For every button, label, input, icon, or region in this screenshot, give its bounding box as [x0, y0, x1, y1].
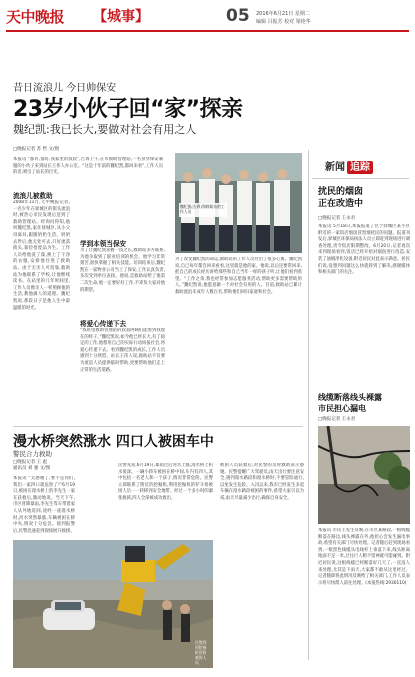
flood-byline: □晚报记者 王 彪 通讯员 刘 强 文/图 [13, 460, 51, 471]
flood-photo [13, 540, 213, 668]
lead-subtitle-3: 将爱心传递下去 [80, 320, 127, 328]
news-tracking-tag [325, 158, 373, 173]
lead-column-2: 为了让魏纪凯掌握一技之长,救助站多方联系,为他争取到了职业培训的机会。他学习非常刻苦,很快掌握了相关技能。培训结束后,魏纪凯在一家物业公司当上了保安,工作认真负责,多次受到单位表扬。他说,是救助站给了他第二次生命,他一定要好好工作,不辜负大家对他的期望。 [80, 248, 165, 293]
sidebar-story-2-title: 线缆断落线头裸露 市民担心漏电 [318, 393, 382, 413]
sidebar-story-1-body: 本报讯 5月18日,本报报道了位于驿城区某小区附近的一家饭店烟囱冒黑烟扰民的问题。报道刊发后,驿城区环保局执法人员立即赶到现场进行调查处理,责令饭店限期整改。6月20日,记者再次来到现场看到,饭店已经开始对烟囱进行改造,安装了油烟净化设备,附近居民对此表示满意。居民们说,没想到问题这么快就得到了解决,感谢媒体和相关部门的关注。 [318, 224, 410, 276]
flood-column-2: 民警先说,6月19日,暴雨过后河水上涨,漫水桥上积水很深。一辆小轿车被困在桥中间,车内有四人,其中包括一名老人和一个孩子,情况非常危险。民警立即联系了附近的挖掘机,利用挖掘机的铲斗将被困人员一一转移到安全地带。经过一个多小时的紧张救援,四人全部被成功救出。 [118, 463, 213, 501]
flood-subhead: 警民合力救助 [13, 450, 52, 458]
lead-column-1: 2008年11月,天中晚报记者,一名少年在驿城区的街头流浪时,被热心市民发现后送到了救助管理站。经询问得知,他叫魏纪凯,家住驿城区,从小父母离异,跟随奶奶生活。奶奶去世后,他无处可去,只好流落街头,靠捡拾废品为生。工作人员给他洗了澡,换上了干净的衣服,安排他住进了救助站。由于无亲人可投靠,救助站为他联系了学校,让他继续读书。在站里的几年时间里,工作人员像亲人一样照顾他的生活,教他做人的道理。魏纪凯说,那段日子是他人生中最温暖的时光。 [13, 200, 70, 311]
flood-photo-caption: 民警利用挖掘机营救被困人员 [195, 640, 207, 665]
section-name: 【城事】 [93, 9, 149, 25]
flood-column-1: 本报讯 “太感谢了,要不是你们,我们一家四口就危险了!”6月19日,被困在漫水桥上的李先生一家在获救后,激动地说。当天下午,市区普降暴雨,李先生驾车带着家人从外地返回,途经一座漫水桥时,河水突然暴涨,车辆被困在桥中央,情况十分危急。接到报警后,民警迅速赶到现场展开救援。 [13, 476, 75, 534]
lead-photo-caption: 魏纪凯(右四)和救助站的工作人员 [180, 204, 225, 214]
sidebar-rule [312, 178, 409, 179]
tag-accent: 追踪 [347, 161, 373, 174]
editor-credit: 编辑 吕振芳 校对 梁艳华 [256, 19, 311, 25]
lead-headline: 23岁小伙子回“家”探亲 [13, 97, 243, 122]
header-rule [6, 30, 409, 32]
sidebar-story-1-byline: □晚报记者 王永君 [318, 216, 356, 221]
flood-headline: 漫水桥突然涨水 四口人被困车中 [13, 434, 214, 450]
tag-text: 新闻 [325, 162, 345, 173]
newspaper-logo: 天中晚报 [6, 8, 65, 26]
issue-date: 2016年6月21日 星期二 [256, 11, 310, 17]
lead-subhead: 魏纪凯:我已长大,要做对社会有用之人 [13, 123, 197, 136]
lead-byline: □晚报记者 苏 哲 文/图 [13, 147, 60, 152]
column-divider [308, 150, 309, 660]
lead-subtitle-2: 学到本领当保安 [80, 240, 127, 248]
lead-subtitle-1: 流浪儿被救助 [13, 192, 53, 200]
section-rule [13, 426, 303, 427]
lead-column-3: “我希望救助管理站的叔叔阿姨们能看到我现在的样子。”魏纪凯说,如今他已经长大,有了稳定的工作,他想用自己的实际行动回报社会,将爱心传递下去。看到魏纪凯的成长,工作人员感到十分欣慰。站长王伟人说,救助站不仅要为流浪人员提供临时帮助,更要帮助他们走上正常的生活道路。 [80, 328, 165, 373]
sidebar-story-1-title: 扰民的烟囱 正在改造中 [318, 187, 364, 209]
lead-kicker: 昔日流浪儿 今日帅保安 [13, 83, 117, 94]
sidebar-story-2-byline: □晚报记者 王永君 [318, 417, 356, 422]
lead-column-4: 为了改变魏纪凯的命运,救助站的工作人员付出了很多心血。魏纪凯说,自己每年都会回来看看,这里就是他的家。他说,以后还要常回来,把自己的成长经历讲给那些和自己当年一样的孩子听,让他们看到希望。“工作之余,我也经常参加志愿服务活动,帮助更多需要帮助的人。”魏纪凯说,他愿意做一个对社会有用的人。目前,救助站已累计救助流浪未成年人数百名,帮助他们回归家庭和社会。 [175, 257, 302, 295]
page-number: 05 [226, 6, 250, 26]
lead-intro: 本报讯 “都好,都好,我家里的叔叔”,告诉上午,在市救助管理站,一名身穿保安制服的小伙子来到站长王伟人办公室。“这是十年前的魏纪凯,都回来看”,工作人员的话,吸引了站长的目光。 [13, 157, 163, 176]
lead-photo [175, 153, 302, 253]
flood-column-3: 被困人员获救后,对民警的及时救助表示感谢。民警提醒广大驾驶员,雨天出行要注意安全,遇到漫水路段和漫水桥时,不要冒险通行,以免发生危险。入汛以来,我市已经发生多起车辆在漫水路段被困的事件,希望大家引以为戒,雨天尽量减少出行,确保自身安全。 [220, 463, 304, 501]
cable-photo [318, 426, 410, 524]
sidebar-story-2-body: 本报讯 市民王先生反映,在市区某路段,一根线缆断落在路边,线头裸露在外,他担心会发生漏电事故,希望有关部门尽快处理。记者随后赶到现场看到,一根黑色线缆从电线杆上垂落下来,线头距离地面不足一米,过往行人稍不留神就可能碰到。附近居民说,这根线缆已经断落好几天了,一直没人来处理,尤其是下雨天,大家都不敢从这里经过。记者随即将此情况反映给了相关部门,工作人员表示将尽快派人前往处理。(本报热线:2930110) [318, 528, 410, 586]
